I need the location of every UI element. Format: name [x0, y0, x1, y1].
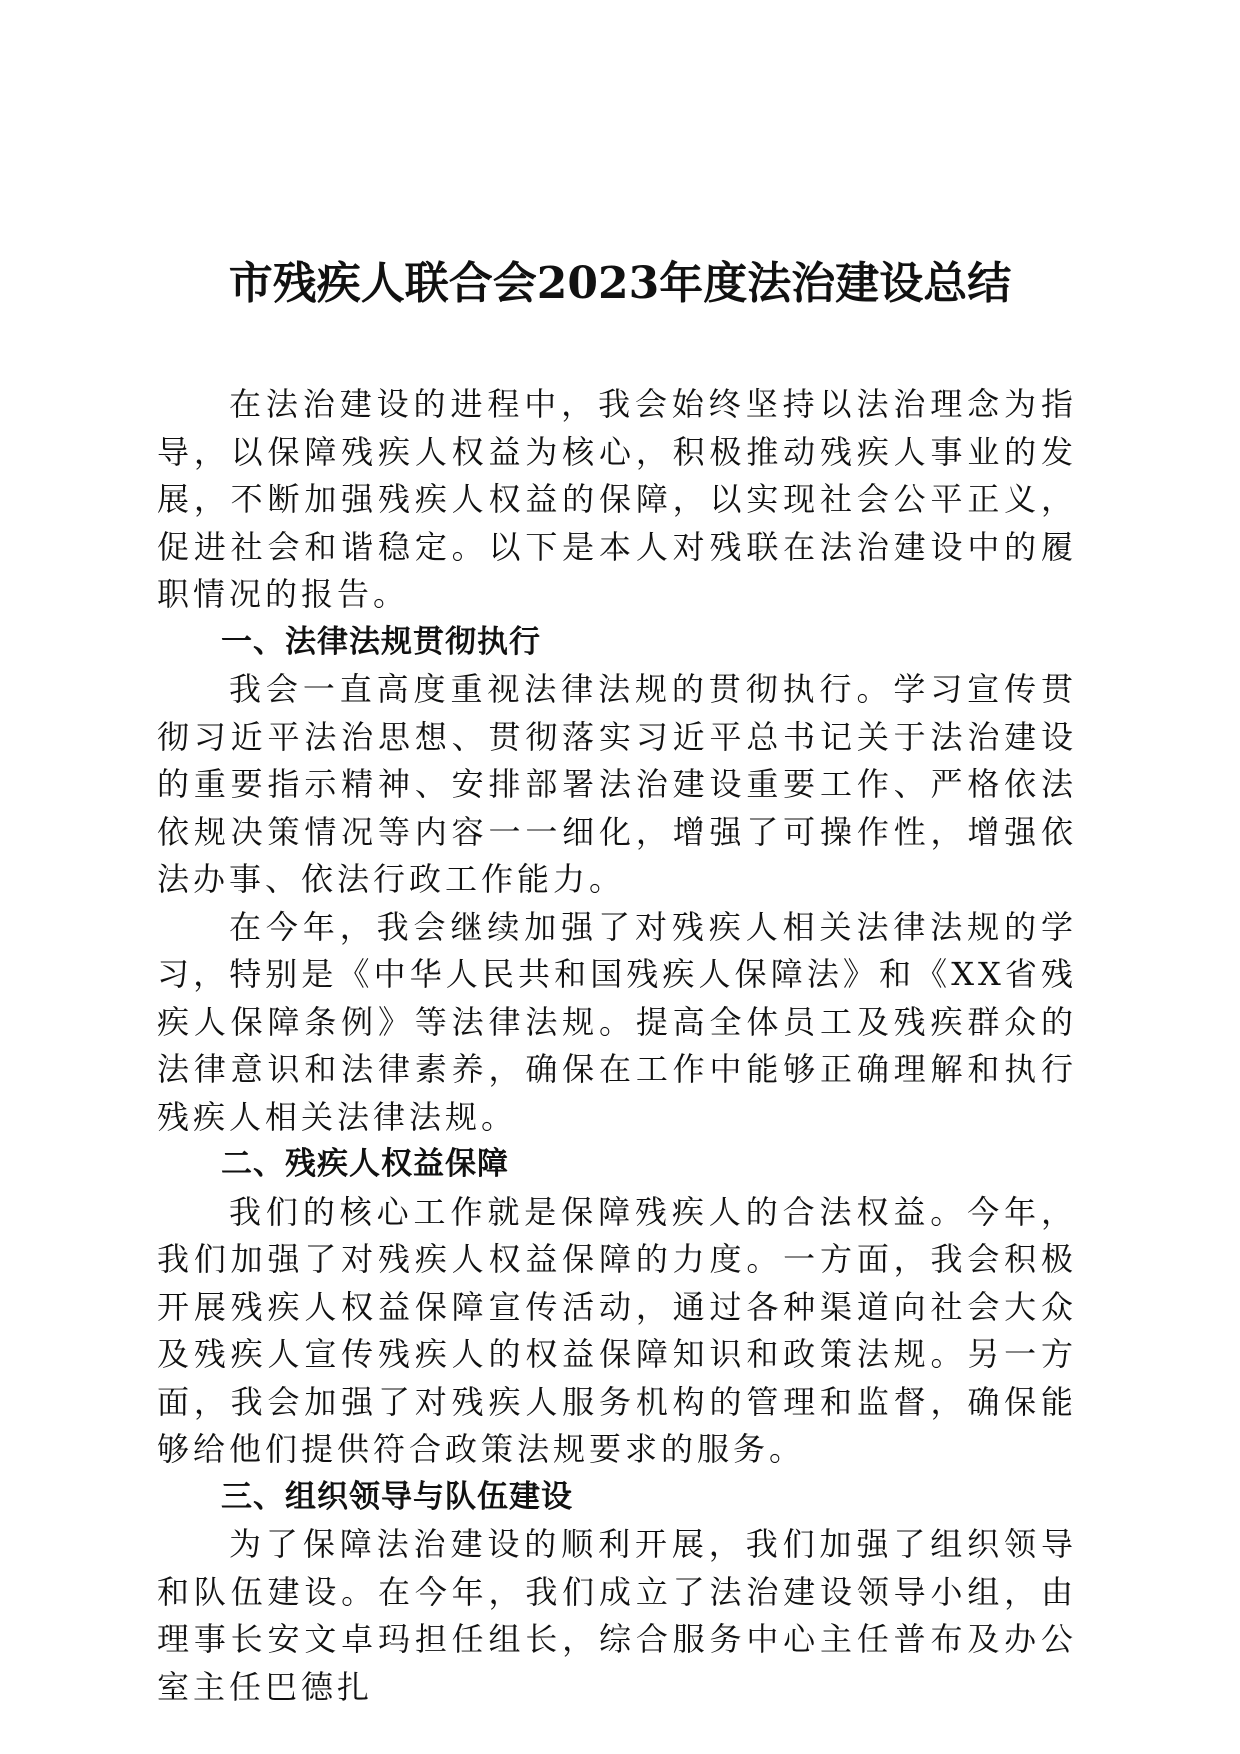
- document-title: 市残疾人联合会2023年度法治建设总结: [228, 258, 1012, 309]
- intro-paragraph: 在法治建设的进程中，我会始终坚持以法治理念为指导，以保障残疾人权益为核心，积极推动残疾人事业的发展，不断加强残疾人权益的保障，以实现社会公平正义，促进社会和谐稳定。以下是本人对残联在法治建设中的履职情况的报告。: [157, 385, 1077, 613]
- document-body: [157, 381, 1077, 1711]
- section-1-paragraph-2: 在今年，我会继续加强了对残疾人相关法律法规的学习，特别是《中华人民共和国残疾人保障法》和《XX省残疾人保障条例》等法律法规。提高全体员工及残疾群众的法律意识和法律素养，确保在工作中能够正确理解和执行残疾人相关法律法规。: [157, 907, 1077, 1136]
- section-3-paragraph-1: 为了保障法治建设的顺利开展，我们加强了组织领导和队伍建设。在今年，我们成立了法治建设领导小组，由理事长安文卓玛担任组长，综合服务中心主任普布及办公室主任巴德扎: [157, 1525, 1077, 1706]
- section-heading-1: 一、法律法规贯彻执行: [221, 623, 541, 660]
- section-heading-3: 三、组织领导与队伍建设: [221, 1478, 573, 1515]
- section-1-paragraph-1: 我会一直高度重视法律法规的贯彻执行。学习宣传贯彻习近平法治思想、贯彻落实习近平总书记关于法治建设的重要指示精神、安排部署法治建设重要工作、严格依法依规决策情况等内容一一细化，增强了可操作性，增强依法办事、依法行政工作能力。: [157, 670, 1077, 898]
- section-heading-2: 二、残疾人权益保障: [221, 1146, 509, 1182]
- section-2-paragraph-1: 我们的核心工作就是保障残疾人的合法权益。今年，我们加强了对残疾人权益保障的力度。一方面，我会积极开展残疾人权益保障宣传活动，通过各种渠道向社会大众及残疾人宣传残疾人的权益保障知识和政策法规。另一方面，我会加强了对残疾人服务机构的管理和监督，确保能够给他们提供符合政策法规要求的服务。: [157, 1192, 1077, 1468]
